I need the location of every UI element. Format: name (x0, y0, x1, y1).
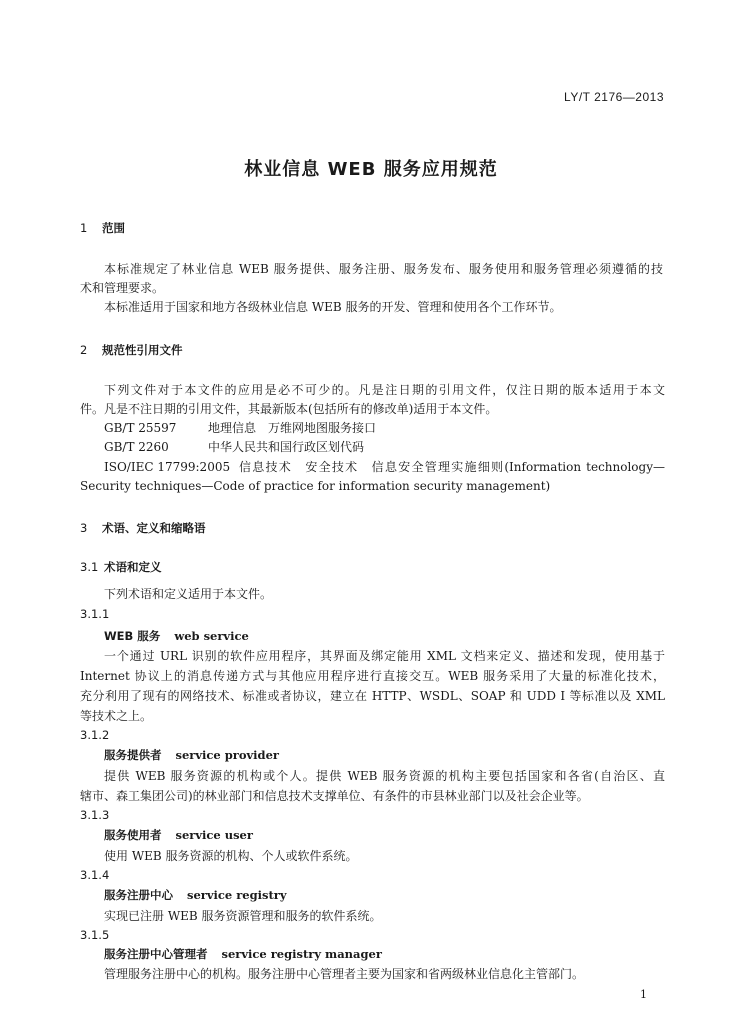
term-cn: 服务提供者 (104, 748, 162, 762)
reference-entry (104, 418, 376, 438)
reference-title-continued: Security techniques—Code of practice for information security management) (80, 479, 551, 493)
paragraph-line: 下列术语和定义适用于本文件。 (104, 587, 273, 601)
term-cn: WEB 服务 (104, 629, 161, 643)
term-entry (104, 747, 279, 763)
section-number: 3 (80, 521, 88, 535)
definition-line: 实现已注册 WEB 服务资源管理和服务的软件系统。 (104, 909, 382, 923)
term-cn: 服务注册中心 (104, 888, 173, 902)
section-number: 2 (80, 343, 88, 357)
section-heading-scope (80, 220, 125, 236)
reference-code: GB/T 25597 (104, 421, 177, 435)
definition-line: 辖市、森工集团公司)的林业部门和信息技术支撑单位、有条件的市县林业部门以及社会企业等。 (80, 789, 589, 803)
subsection-number: 3.1 (80, 560, 99, 574)
standard-code: LY/T 2176—2013 (564, 90, 664, 104)
definition-line: 等技术之上。 (80, 709, 153, 723)
paragraph-line: 件。凡是不注日期的引用文件，其最新版本(包括所有的修改单)适用于本文件。 (80, 402, 498, 416)
subsection-title: 术语和定义 (104, 560, 162, 574)
reference-entry (104, 437, 364, 457)
paragraph-line: 本标准规定了林业信息 WEB 服务提供、服务注册、服务发布、服务使用和服务管理必须遵循的技 (104, 262, 663, 276)
term-entry (104, 827, 253, 843)
section-title: 规范性引用文件 (102, 343, 183, 357)
clause-number: 3.1.2 (80, 728, 110, 742)
definition-line: 提供 WEB 服务资源的机构或个人。提供 WEB 服务资源的机构主要包括国家和各省(自治区、直 (104, 769, 665, 783)
term-entry (104, 887, 287, 903)
reference-code: GB/T 2260 (104, 440, 169, 454)
term-en: service user (175, 828, 253, 842)
reference-entry (104, 457, 665, 477)
term-cn: 服务注册中心管理者 (104, 947, 208, 961)
reference-code: ISO/IEC 17799:2005 (104, 460, 231, 474)
definition-line: 使用 WEB 服务资源的机构、个人或软件系统。 (104, 849, 358, 863)
section-heading-normative-refs (80, 342, 183, 358)
document-title: 林业信息 WEB 服务应用规范 (244, 159, 498, 180)
term-en: service provider (175, 748, 279, 762)
definition-line: 充分利用了现有的网络技术、标准或者协议，建立在 HTTP、WSDL、SOAP 和 UDD I 等标准以及 XML (80, 689, 665, 703)
term-entry (104, 946, 382, 962)
term-en: web service (174, 629, 249, 643)
subsection-heading (80, 559, 162, 575)
term-entry (104, 628, 249, 644)
clause-number: 3.1.3 (80, 808, 110, 822)
page-number: 1 (640, 988, 647, 1001)
section-heading-terms (80, 520, 206, 536)
reference-title: 中华人民共和国行政区划代码 (208, 440, 365, 454)
definition-line: 一个通过 URL 识别的软件应用程序，其界面及绑定能用 XML 文档来定义、描述和发现，使用基于 (104, 649, 665, 663)
clause-number: 3.1.4 (80, 868, 110, 882)
section-number: 1 (80, 221, 88, 235)
clause-number: 3.1.5 (80, 928, 110, 942)
reference-title: 信息技术 安全技术 信息安全管理实施细则(Information technology— (239, 460, 665, 474)
section-title: 术语、定义和缩略语 (102, 521, 206, 535)
term-en: service registry (187, 888, 287, 902)
section-title: 范围 (102, 221, 125, 235)
reference-title: 地理信息 万维网地图服务接口 (208, 421, 377, 435)
term-cn: 服务使用者 (104, 828, 162, 842)
paragraph-line: 下列文件对于本文件的应用是必不可少的。凡是注日期的引用文件，仅注日期的版本适用于本文 (104, 383, 665, 397)
paragraph-line: 本标准适用于国家和地方各级林业信息 WEB 服务的开发、管理和使用各个工作环节。 (104, 300, 562, 314)
clause-number: 3.1.1 (80, 607, 110, 621)
definition-line: 管理服务注册中心的机构。服务注册中心管理者主要为国家和省两级林业信息化主管部门。 (104, 967, 585, 981)
term-en: service registry manager (221, 947, 382, 961)
definition-line: Internet 协议上的消息传递方式与其他应用程序进行直接交互。WEB 服务采用了大量的标准化技术， (80, 669, 665, 683)
paragraph-line: 术和管理要求。 (80, 281, 165, 295)
